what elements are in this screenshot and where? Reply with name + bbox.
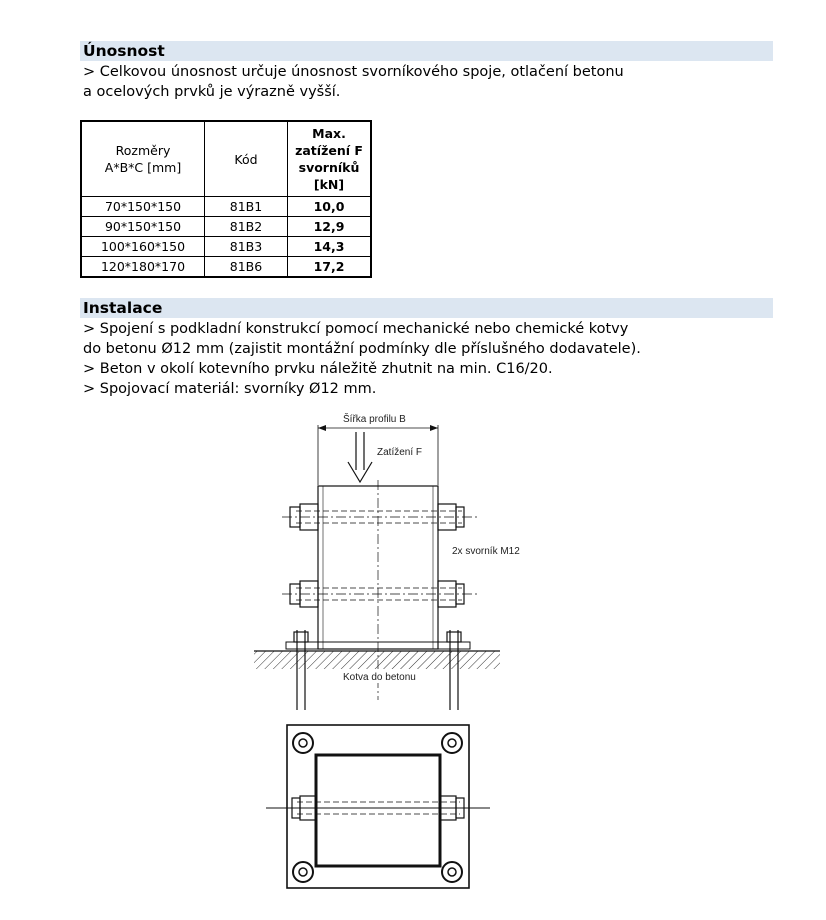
- capacity-text-line-2: a ocelových prvků je výrazně vyšší.: [83, 84, 341, 100]
- install-text-line-1: > Spojení s podkladní konstrukcí pomocí mechanické nebo chemické kotvy: [83, 321, 629, 337]
- header-dimensions-line-1: Rozměry: [115, 143, 171, 158]
- cell-dimensions: 100*160*150: [81, 237, 205, 257]
- cell-code: 81B3: [205, 237, 288, 257]
- header-code: Kód: [205, 121, 288, 197]
- cell-code: 81B1: [205, 197, 288, 217]
- cell-code: 81B6: [205, 257, 288, 278]
- section-title-install: Instalace: [80, 298, 773, 318]
- cell-load: 17,2: [288, 257, 372, 278]
- cell-dimensions: 90*150*150: [81, 217, 205, 237]
- elevation-view: [254, 425, 500, 710]
- header-load-line-4: [kN]: [313, 177, 345, 192]
- cell-dimensions: 120*180*170: [81, 257, 205, 278]
- install-text-line-3: > Beton v okolí kotevního prvku náležitě zhutnit na min. C16/20.: [83, 361, 553, 377]
- capacity-text-line-1: > Celkovou únosnost určuje únosnost svorníkového spoje, otlačení betonu: [83, 64, 624, 80]
- header-load-line-1: Max.: [312, 126, 346, 141]
- label-load: Zatížení F: [377, 447, 423, 458]
- cell-code: 81B2: [205, 217, 288, 237]
- label-bolts: 2x svorník M12: [452, 546, 520, 557]
- header-load-line-3: svorníků: [298, 160, 360, 175]
- install-text-line-4: > Spojovací materiál: svorníky Ø12 mm.: [83, 381, 377, 397]
- label-anchor: Kotva do betonu: [343, 672, 416, 683]
- cell-load: 14,3: [288, 237, 372, 257]
- label-profile-width: Šířka profilu B: [343, 414, 406, 425]
- cell-dimensions: 70*150*150: [81, 197, 205, 217]
- header-dimensions-line-2: A*B*C [mm]: [104, 160, 182, 175]
- install-text-line-2: do betonu Ø12 mm (zajistit montážní podmínky dle příslušného dodavatele).: [83, 341, 641, 357]
- cell-load: 12,9: [288, 217, 372, 237]
- header-load-line-2: zatížení F: [295, 143, 363, 158]
- plan-view: [266, 725, 490, 888]
- cell-load: 10,0: [288, 197, 372, 217]
- section-title-capacity: Únosnost: [80, 41, 773, 61]
